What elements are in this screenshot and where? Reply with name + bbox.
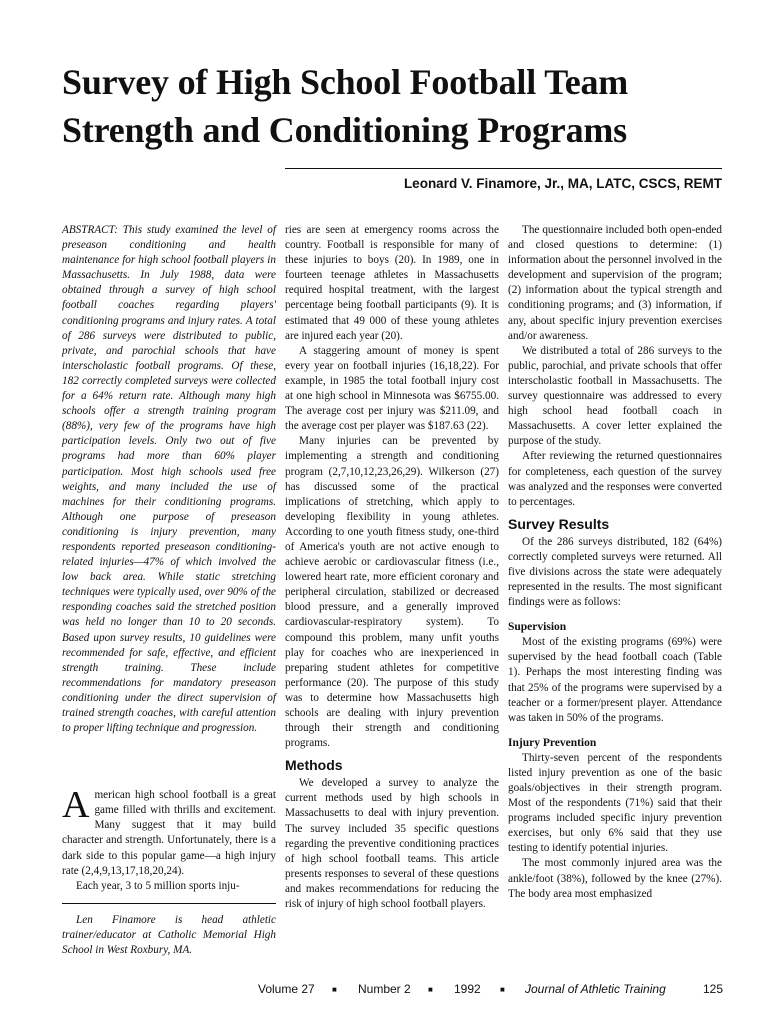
footer-year: 1992 <box>454 982 481 996</box>
results-heading: Survey Results <box>508 515 610 532</box>
article-title <box>62 58 742 154</box>
title-line-2: Strength and Conditioning Programs <box>62 110 627 150</box>
footer-separator-2: ■ <box>428 985 433 994</box>
intro-paragraph-4: Many injuries can be prevented by implementing a strength and conditioning program (2,7,10,12,23,26,29). Wilkerson (27) has discussed some of the practical implications of stretching, which apply to developing flexibility in young athletes. According to one youth fitness study, one-third of America's youth are not active enough to achieve aerobic or cardiovascular fitness (i.e., lowered heart rate, more efficient coronary and peripheral circulation, stabilized or decreased blood pressure, and a generally improved cardiovascular-respiratory system). To compound this problem, many unfit youths play for coaches who are inexperienced in preparing student athletes for competitive performance (20). The purpose of this study was to determine how Massachusetts high schools are dealing with injury prevention through their strength and conditioning programs. <box>285 435 499 750</box>
abstract-label: ABSTRACT: <box>62 224 118 236</box>
page-footer <box>0 982 770 998</box>
footer-separator-1: ■ <box>332 985 337 994</box>
footer-journal: Journal of Athletic Training <box>525 982 666 996</box>
intro-paragraph-1 <box>62 784 276 879</box>
column-2 <box>285 223 499 912</box>
title-divider <box>285 168 722 169</box>
supervision-paragraph: Most of the existing programs (69%) were supervised by the head football coach (Table 1). Perhaps the most interesting finding was that 25% of the programs were supervised by a teacher or a former/present player. Attendance was taken in 50% of the programs. <box>508 636 722 724</box>
author-bio: Len Finamore is head athletic trainer/educator at Catholic Memorial High School in West Roxbury, MA. <box>62 913 276 956</box>
injury-paragraph-2: The most commonly injured area was the ankle/foot (38%), followed by the knee (27%). The body area most emphasized <box>508 857 722 900</box>
bio-divider <box>62 903 276 904</box>
methods-paragraph-4: After reviewing the returned questionnaires for completeness, each question of the survey was analyzed and the responses were converted to percentages. <box>508 450 722 508</box>
injury-paragraph-1: Thirty-seven percent of the respondents listed injury prevention as one of the basic goals/objectives in their strength program. Most of the respondents (71%) said that their programs included specific injury prevention exercises, but only 6% said that they use testing to identify potential injuries. <box>508 751 722 855</box>
footer-volume: Volume 27 <box>258 982 315 996</box>
methods-paragraph-3: We distributed a total of 286 surveys to the public, parochial, and private schools that offer interscholastic football in Massachusetts. The survey questionnaire was addressed to every high school head football coach in Massachusetts. A cover letter explained the purpose of the study. <box>508 344 722 448</box>
author-byline: Leonard V. Finamore, Jr., MA, LATC, CSCS, REMT <box>403 176 722 191</box>
column-3 <box>508 223 722 902</box>
supervision-heading: Supervision <box>508 621 567 634</box>
methods-paragraph-2: The questionnaire included both open-ended and closed questions to determine: (1) information about the personnel involved in the development and supervision of the program; (2) information about the typical strength and conditioning programs; and (3) information, if any, about specific injury prevention exercises and/or awareness. <box>508 224 722 342</box>
title-line-1: Survey of High School Football Team <box>62 62 629 102</box>
intro-paragraph-2-start: Each year, 3 to 5 million sports inju- <box>76 879 240 892</box>
injury-prevention-heading: Injury Prevention <box>508 736 597 749</box>
intro-paragraph-3: A staggering amount of money is spent every year on football injuries (16,18,22). For example, in 1985 the total football injury cost at one high school in Minnesota was $6755.00. The average cost per injury was $211.09, and the average cost per player was $187.63 (22). <box>285 344 499 433</box>
results-paragraph-1: Of the 286 surveys distributed, 182 (64%) correctly completed surveys were returned. All five divisions across the state were adequately represented in the results. The most significant findings were as follows: <box>508 535 722 609</box>
drop-cap: A <box>62 784 90 827</box>
methods-heading: Methods <box>285 757 343 774</box>
intro-paragraph-2-continued: ries are seen at emergency rooms across the country. Football is responsible for many of these injuries to boys (20). In 1989, one in fourteen teenage athletes in Massachusetts required hospital treatment, with the largest percentage being football participants (9). It is estimated that 49 000 of these young athletes are injured each year (20). <box>285 224 499 342</box>
column-1 <box>62 223 276 958</box>
intro-paragraph-1-text: merican high school football is a great game filled with thrills and excitement. Many suggest that it may build character and strength. Unfortunately, there is a dark side to this popular game—a high injury rate (2,4,9,13,17,18,20,24). <box>62 789 276 877</box>
methods-paragraph-1: We developed a survey to analyze the current methods used by high schools in Massachusetts to deal with injury prevention. The survey included 35 specific questions regarding the preventive conditioning practices of high school football teams. This article presents responses to several of these questions and makes recommendations for reducing the risk of injury of high school football players. <box>285 777 499 911</box>
abstract-text: This study examined the level of preseason conditioning and health maintenance for high school football players in Massachusetts. In July 1988, data were obtained through a survey of high school football coaches regarding players' conditioning programs and injury rates. A total of 286 surveys were distributed to public, private, and parochial schools that have interscholastic football programs. Of these, 182 correctly completed surveys were collected for a 64% return rate. Although many high schools offer a strength training program (88%), very few of the programs have high participation levels. Only two out of five programs had more than 60% player participation. Most high schools used free weights, and many included the use of machines for their conditioning programs. Although one purpose of preseason conditioning is injury prevention, many respondents reported preseason conditioning-related injuries—47% of which involved the low back area. While static stretching techniques were typically used, over 90% of the responding coaches said the stretched position was held no longer than 10 to 20 seconds. Based upon survey results, 10 guidelines were recommended for safe, effective, and efficient strength training. These include recommendations for mandatory preseason conditioning under the direct supervision of trained strength coaches, with careful attention to proper lifting technique and progression. <box>62 224 277 735</box>
footer-separator-3: ■ <box>500 985 505 994</box>
abstract <box>62 223 276 736</box>
footer-number: Number 2 <box>358 982 411 996</box>
footer-page-number: 125 <box>703 982 724 996</box>
